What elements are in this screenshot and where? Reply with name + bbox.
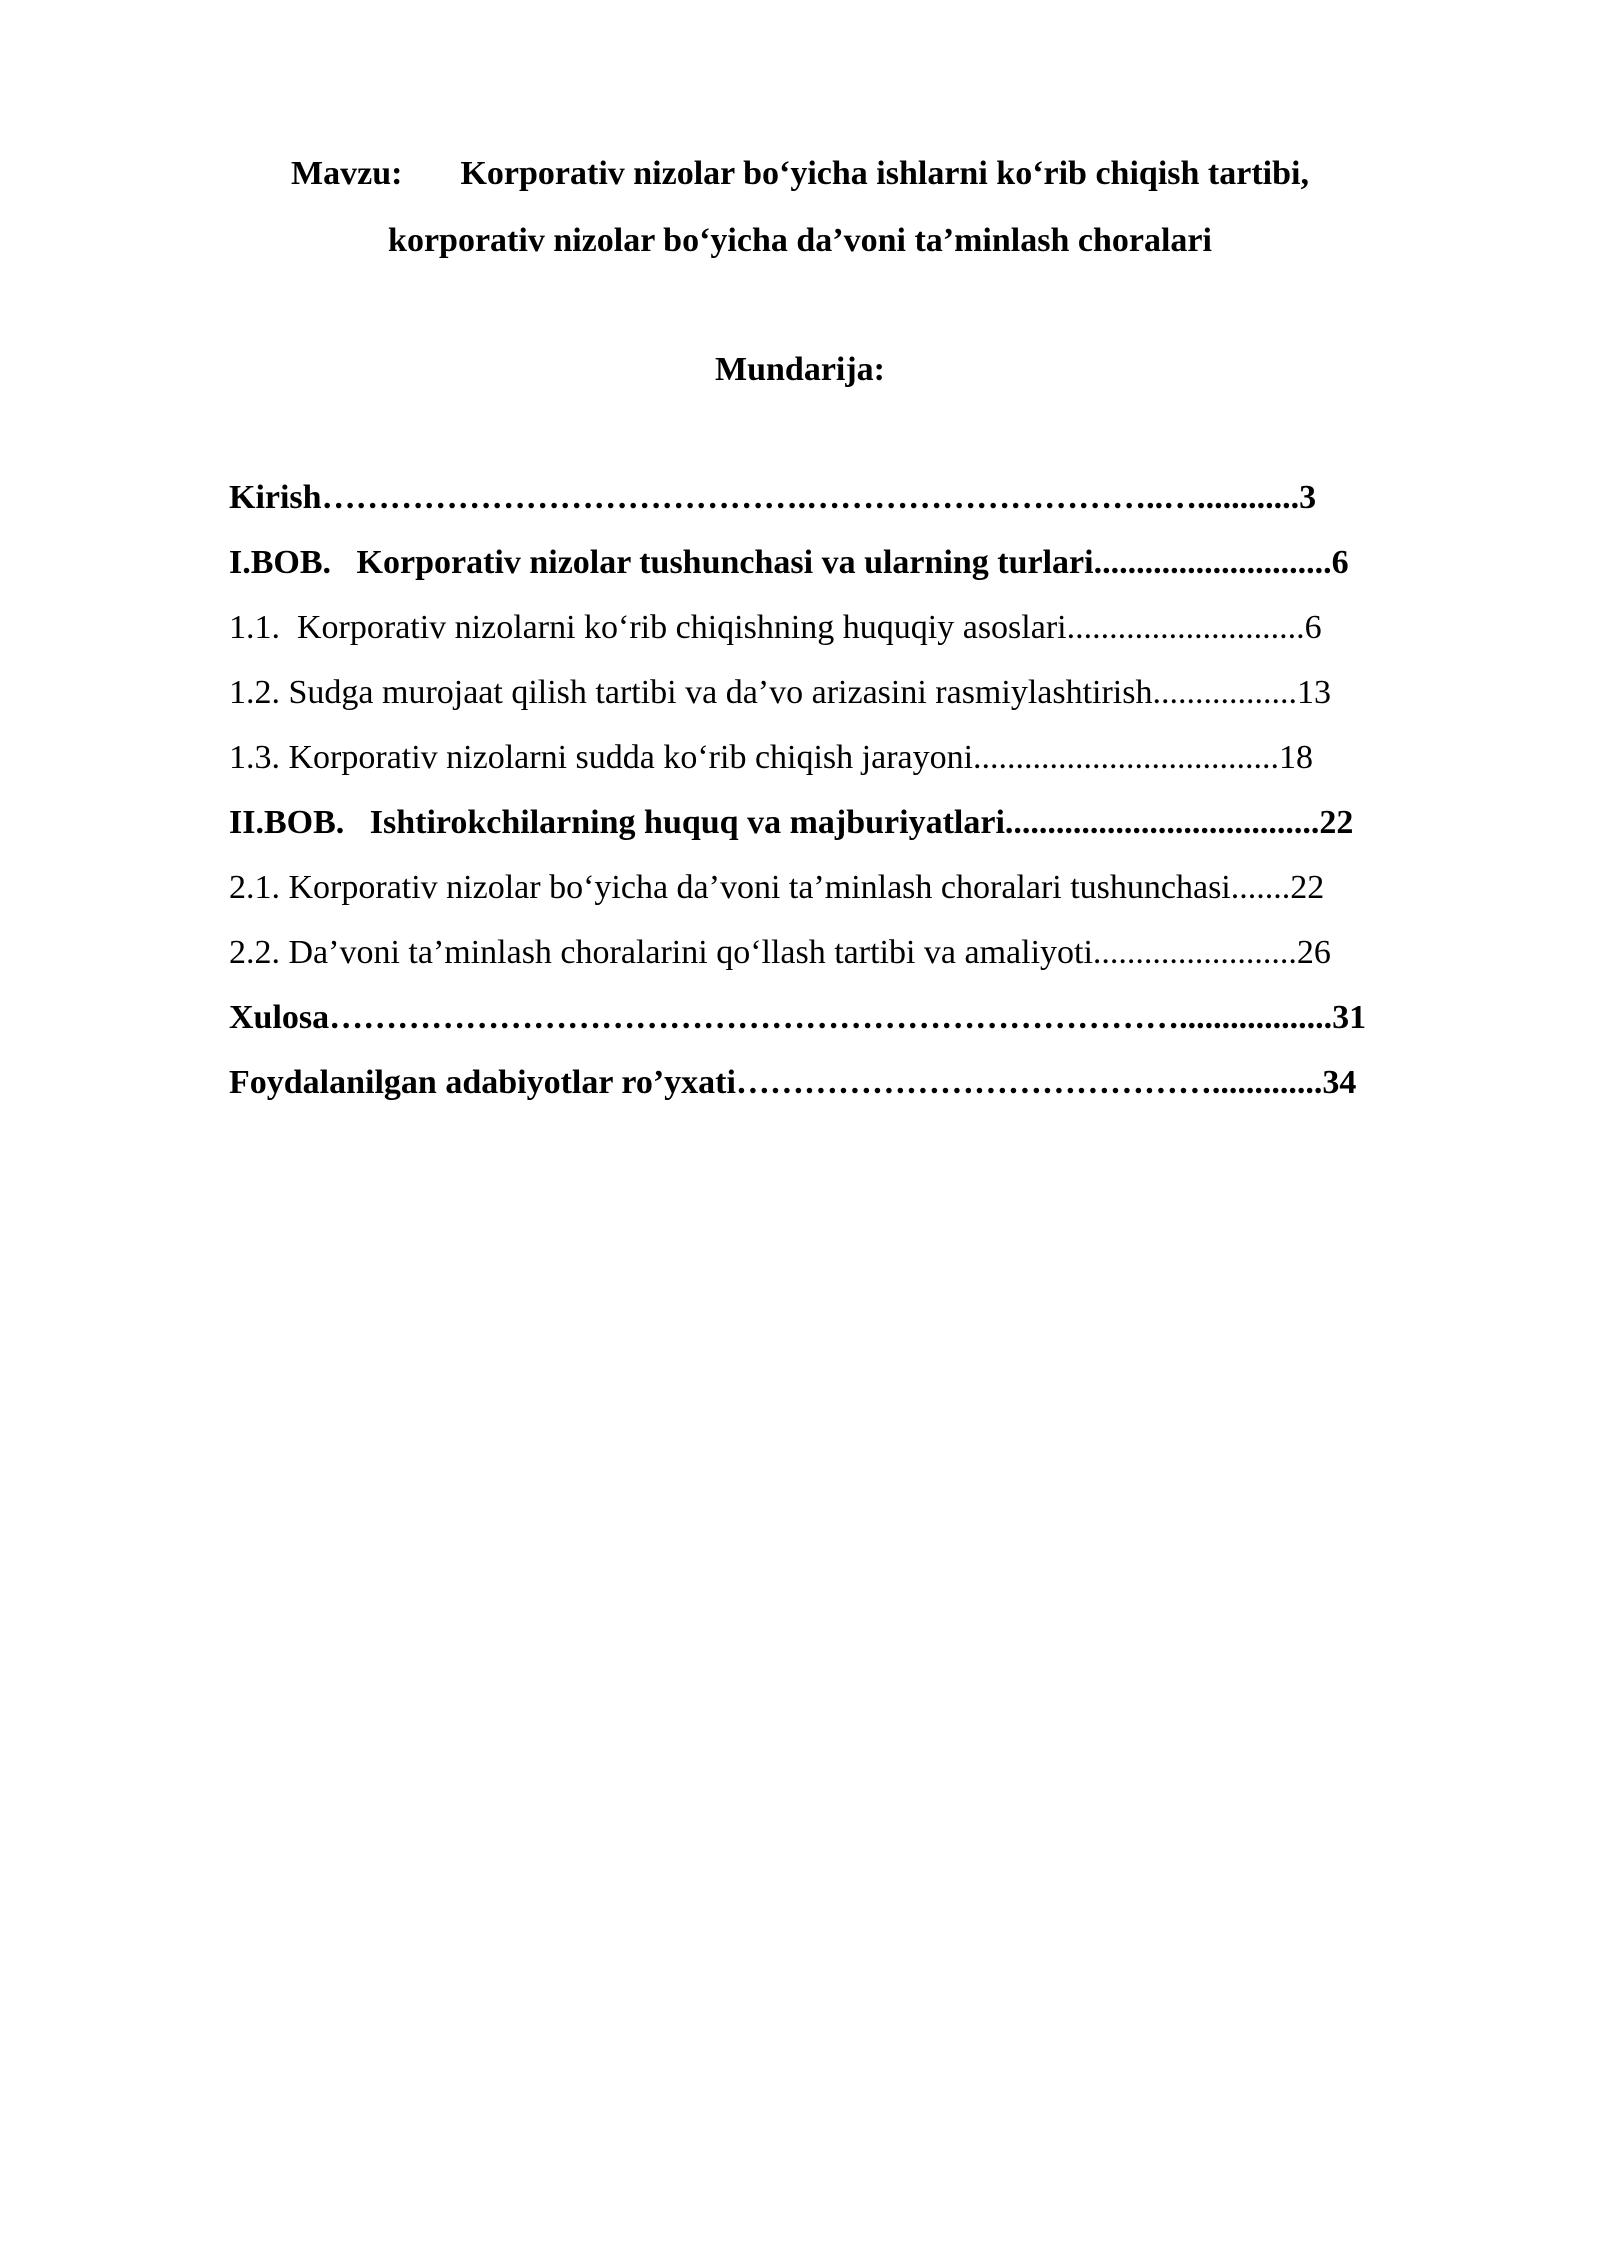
toc-entry-text: Kirish…………………………………….…………………………..…............3 xyxy=(229,479,1317,516)
toc-entry[interactable] xyxy=(229,608,1489,673)
toc-entry-text: 1.2. Sudga murojaat qilish tartibi va da’vo arizasini rasmiylashtirish.................13 xyxy=(229,674,1331,711)
document-title-line-2: korporativ nizolar bo‘yicha da’voni ta’minlash choralari xyxy=(388,222,1212,259)
toc-entry[interactable] xyxy=(229,543,1489,608)
topic-label: Mavzu: xyxy=(291,155,403,192)
toc-entry-text: 2.2. Da’voni ta’minlash choralarini qo‘llash tartibi va amaliyoti........................26 xyxy=(229,934,1331,971)
topic-text-line-1: Korporativ nizolar bo‘yicha ishlarni ko‘rib chiqish tartibi, xyxy=(460,155,1309,192)
toc-entry-text: II.BOB. Ishtirokchilarning huquq va majburiyatlari.....................................22 xyxy=(229,804,1354,841)
toc-entry[interactable] xyxy=(229,478,1489,543)
toc-entry-text: Xulosa…………………………………………………………………..................31 xyxy=(229,999,1367,1036)
table-of-contents xyxy=(229,478,1489,1128)
contents-heading: Mundarija: xyxy=(715,351,885,388)
toc-entry[interactable] xyxy=(229,933,1489,998)
toc-entry[interactable] xyxy=(229,803,1489,868)
toc-entry[interactable] xyxy=(229,998,1489,1063)
toc-entry-text: 2.1. Korporativ nizolar bo‘yicha da’voni ta’minlash choralari tushunchasi.......22 xyxy=(229,869,1325,906)
toc-entry[interactable] xyxy=(229,1063,1489,1128)
document-title-line-1 xyxy=(0,154,1600,194)
toc-entry[interactable] xyxy=(229,738,1489,803)
toc-entry-text: I.BOB. Korporativ nizolar tushunchasi va ularning turlari............................6 xyxy=(229,544,1349,581)
toc-entry-text: 1.3. Korporativ nizolarni sudda ko‘rib chiqish jarayoni....................................18 xyxy=(229,739,1314,776)
toc-entry[interactable] xyxy=(229,673,1489,738)
toc-entry[interactable] xyxy=(229,868,1489,933)
toc-entry-text: Foydalanilgan adabiyotlar ro’yxati…………………………………….............34 xyxy=(229,1064,1357,1101)
toc-entry-text: 1.1. Korporativ nizolarni ko‘rib chiqishning huquqiy asoslari............................6 xyxy=(229,609,1322,646)
